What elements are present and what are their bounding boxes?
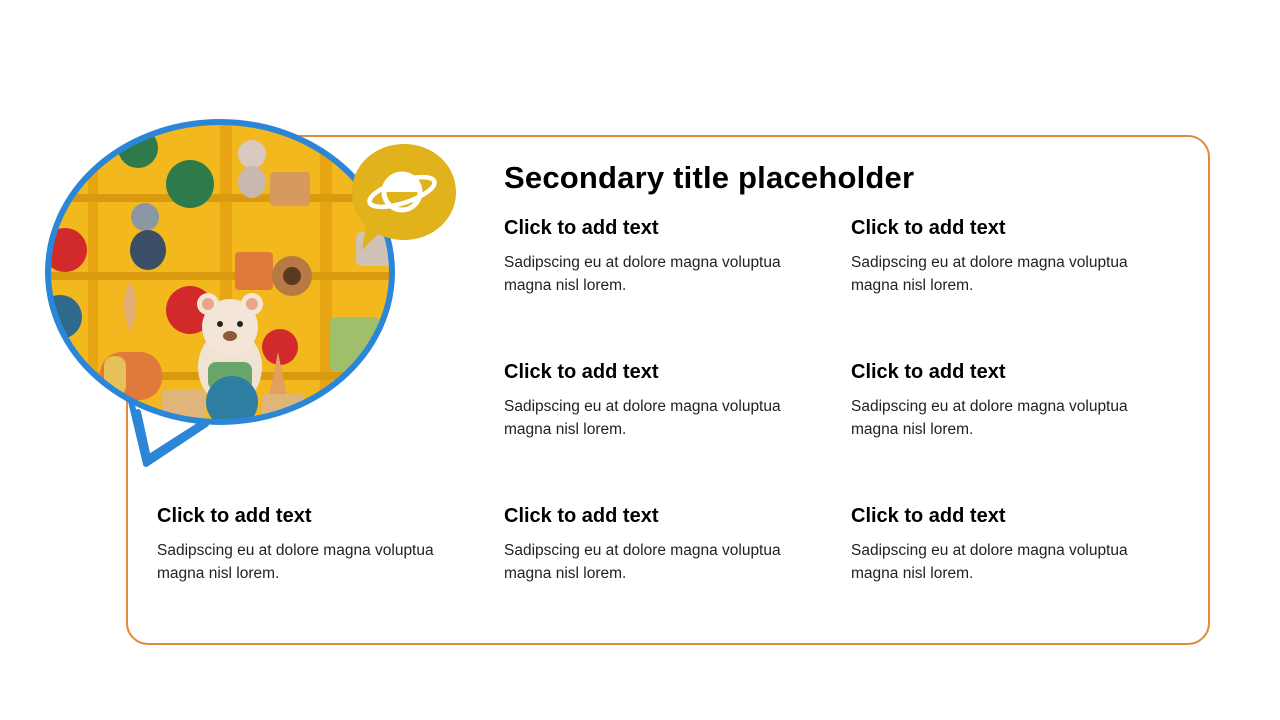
text-block-body[interactable]: Sadipscing eu at dolore magna voluptua magna nisl lorem. — [851, 542, 1128, 582]
text-block-heading[interactable]: Click to add text — [504, 361, 659, 383]
secondary-title[interactable]: Secondary title placeholder — [504, 160, 915, 195]
text-block-body[interactable]: Sadipscing eu at dolore magna voluptua magna nisl lorem. — [504, 254, 781, 294]
text-block-body[interactable]: Sadipscing eu at dolore magna voluptua magna nisl lorem. — [157, 542, 434, 582]
text-block-body[interactable]: Sadipscing eu at dolore magna voluptua magna nisl lorem. — [851, 254, 1128, 294]
planet-badge — [344, 138, 464, 258]
planet-icon — [344, 138, 464, 258]
text-block-heading[interactable]: Click to add text — [504, 505, 659, 527]
text-block[interactable] — [504, 359, 804, 441]
text-block[interactable] — [504, 215, 804, 297]
text-block-heading[interactable]: Click to add text — [157, 505, 312, 527]
text-block[interactable] — [157, 503, 457, 585]
text-block[interactable] — [851, 359, 1151, 441]
text-block-body[interactable]: Sadipscing eu at dolore magna voluptua magna nisl lorem. — [504, 542, 781, 582]
text-block-heading[interactable]: Click to add text — [504, 217, 659, 239]
text-block[interactable] — [851, 215, 1151, 297]
text-block-heading[interactable]: Click to add text — [851, 217, 1006, 239]
text-block[interactable] — [504, 503, 804, 585]
text-block-body[interactable]: Sadipscing eu at dolore magna voluptua magna nisl lorem. — [504, 398, 781, 438]
text-block-heading[interactable]: Click to add text — [851, 505, 1006, 527]
text-block[interactable] — [851, 503, 1151, 585]
text-block-heading[interactable]: Click to add text — [851, 361, 1006, 383]
text-block-body[interactable]: Sadipscing eu at dolore magna voluptua magna nisl lorem. — [851, 398, 1128, 438]
